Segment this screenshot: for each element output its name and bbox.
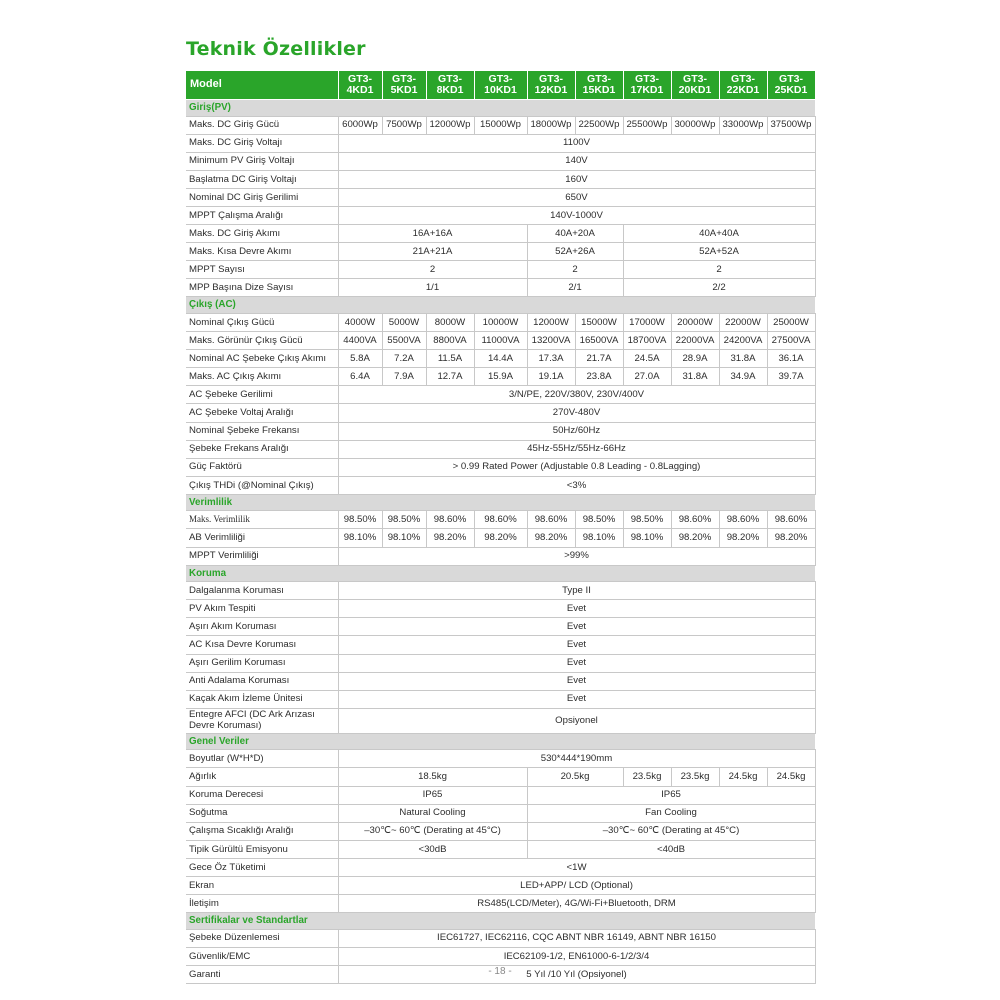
section-header-row (186, 494, 815, 511)
spec-value: <1W (338, 858, 815, 876)
spec-value: 20.5kg (527, 768, 623, 786)
spec-value: 40A+40A (623, 225, 815, 243)
spec-value: 98.20% (671, 529, 719, 547)
spec-label: Nominal AC Şebeke Çıkış Akımı (186, 350, 338, 368)
spec-value: 98.50% (575, 511, 623, 529)
spec-label: Şebeke Frekans Aralığı (186, 440, 338, 458)
spec-table (186, 70, 816, 984)
spec-value: 24.5kg (719, 768, 767, 786)
spec-value: 98.20% (426, 529, 474, 547)
spec-value: 12000W (527, 313, 575, 331)
header-row (186, 71, 815, 100)
spec-value: 13200VA (527, 332, 575, 350)
spec-label: Ağırlık (186, 768, 338, 786)
spec-row (186, 690, 815, 708)
spec-value: 98.50% (382, 511, 426, 529)
spec-label: Maks. Görünür Çıkış Gücü (186, 332, 338, 350)
spec-row (186, 876, 815, 894)
spec-table-body (186, 71, 815, 984)
spec-value: 5500VA (382, 332, 426, 350)
model-name: GT3- 20KD1 (671, 71, 719, 100)
spec-label: Maks. DC Giriş Akımı (186, 225, 338, 243)
spec-row (186, 511, 815, 529)
spec-value: 2/2 (623, 279, 815, 297)
spec-row (186, 188, 815, 206)
spec-row (186, 261, 815, 279)
spec-value: 98.60% (474, 511, 527, 529)
spec-row (186, 458, 815, 476)
spec-value: 52A+26A (527, 243, 623, 261)
spec-value: 530*444*190mm (338, 750, 815, 768)
spec-value: IEC61727, IEC62116, CQC ABNT NBR 16149, ABNT NBR 16150 (338, 929, 815, 947)
spec-value: 98.20% (527, 529, 575, 547)
spec-row (186, 600, 815, 618)
spec-value: 16A+16A (338, 225, 527, 243)
spec-label: Aşırı Gerilim Koruması (186, 654, 338, 672)
spec-value: <3% (338, 476, 815, 494)
spec-value: 34.9A (719, 368, 767, 386)
spec-value: 2 (623, 261, 815, 279)
spec-value: Evet (338, 690, 815, 708)
spec-row (186, 822, 815, 840)
section-header-row (186, 100, 815, 117)
spec-value: 12.7A (426, 368, 474, 386)
spec-value: Evet (338, 600, 815, 618)
section-title: Çıkış (AC) (186, 297, 815, 314)
spec-value: 24200VA (719, 332, 767, 350)
spec-label: Minimum PV Giriş Voltajı (186, 152, 338, 170)
spec-value: –30℃~ 60℃ (Derating at 45°C) (527, 822, 815, 840)
model-name: GT3- 5KD1 (382, 71, 426, 100)
spec-value: 98.60% (767, 511, 815, 529)
spec-row (186, 476, 815, 494)
spec-value: IP65 (527, 786, 815, 804)
spec-value: 98.20% (767, 529, 815, 547)
spec-value: 160V (338, 170, 815, 188)
spec-label: AC Kısa Devre Koruması (186, 636, 338, 654)
spec-value: 6000Wp (338, 116, 382, 134)
spec-value: Evet (338, 654, 815, 672)
spec-row (186, 654, 815, 672)
spec-label: Güç Faktörü (186, 458, 338, 476)
spec-value: 98.60% (719, 511, 767, 529)
spec-label: MPP Başına Dize Sayısı (186, 279, 338, 297)
spec-label: Soğutma (186, 804, 338, 822)
spec-row (186, 404, 815, 422)
spec-value: Evet (338, 618, 815, 636)
spec-label: Maks. Kısa Devre Akımı (186, 243, 338, 261)
spec-label: AC Şebeke Voltaj Aralığı (186, 404, 338, 422)
spec-value: 31.8A (719, 350, 767, 368)
spec-value: 4400VA (338, 332, 382, 350)
spec-row (186, 529, 815, 547)
spec-value: 7.2A (382, 350, 426, 368)
spec-row (186, 786, 815, 804)
spec-value: 5.8A (338, 350, 382, 368)
spec-value: 98.60% (671, 511, 719, 529)
spec-row (186, 768, 815, 786)
spec-value: 98.10% (623, 529, 671, 547)
spec-row (186, 116, 815, 134)
spec-label: Maks. DC Giriş Gücü (186, 116, 338, 134)
spec-value: 98.60% (426, 511, 474, 529)
spec-row (186, 332, 815, 350)
spec-label: AC Şebeke Gerilimi (186, 386, 338, 404)
spec-label: Nominal Şebeke Frekansı (186, 422, 338, 440)
spec-row (186, 152, 815, 170)
spec-label: Aşırı Akım Koruması (186, 618, 338, 636)
spec-value: 8000W (426, 313, 474, 331)
spec-label: MPPT Çalışma Aralığı (186, 206, 338, 224)
spec-value: 2 (527, 261, 623, 279)
model-name: GT3- 22KD1 (719, 71, 767, 100)
spec-value: IEC62109-1/2, EN61000-6-1/2/3/4 (338, 947, 815, 965)
spec-value: RS485(LCD/Meter), 4G/Wi-Fi+Bluetooth, DRM (338, 895, 815, 913)
page-title: Teknik Özellikler (186, 38, 366, 60)
spec-value: 16500VA (575, 332, 623, 350)
section-title: Verimlilik (186, 494, 815, 511)
spec-value: Fan Cooling (527, 804, 815, 822)
spec-value: 98.10% (338, 529, 382, 547)
section-header-row (186, 913, 815, 930)
spec-value: 6.4A (338, 368, 382, 386)
spec-row (186, 708, 815, 733)
spec-value: 1100V (338, 134, 815, 152)
spec-label: Maks. DC Giriş Voltajı (186, 134, 338, 152)
spec-value: 25000W (767, 313, 815, 331)
spec-value: 27500VA (767, 332, 815, 350)
model-name: GT3- 4KD1 (338, 71, 382, 100)
spec-label: Başlatma DC Giriş Voltajı (186, 170, 338, 188)
spec-value: > 0.99 Rated Power (Adjustable 0.8 Leading - 0.8Lagging) (338, 458, 815, 476)
spec-value: 18.5kg (338, 768, 527, 786)
spec-label: Boyutlar (W*H*D) (186, 750, 338, 768)
spec-value: 2 (338, 261, 527, 279)
spec-value: 22500Wp (575, 116, 623, 134)
spec-value: 22000W (719, 313, 767, 331)
spec-row (186, 895, 815, 913)
spec-label: Nominal DC Giriş Gerilimi (186, 188, 338, 206)
spec-value: >99% (338, 547, 815, 565)
spec-value: 140V (338, 152, 815, 170)
spec-value: 25500Wp (623, 116, 671, 134)
spec-row (186, 929, 815, 947)
spec-value: 52A+52A (623, 243, 815, 261)
spec-value: <30dB (338, 840, 527, 858)
spec-label: İletişim (186, 895, 338, 913)
spec-value: 24.5kg (767, 768, 815, 786)
spec-row (186, 243, 815, 261)
spec-value: 23.5kg (623, 768, 671, 786)
spec-value: LED+APP/ LCD (Optional) (338, 876, 815, 894)
spec-row (186, 170, 815, 188)
spec-value: 98.10% (382, 529, 426, 547)
spec-row (186, 582, 815, 600)
spec-row (186, 636, 815, 654)
spec-row (186, 386, 815, 404)
spec-value: Natural Cooling (338, 804, 527, 822)
spec-value: 30000Wp (671, 116, 719, 134)
spec-label: MPPT Verimliliği (186, 547, 338, 565)
spec-label: Garanti (186, 965, 338, 983)
spec-label: Gece Öz Tüketimi (186, 858, 338, 876)
spec-value: 14.4A (474, 350, 527, 368)
page-number: - 18 - (488, 966, 512, 977)
spec-value: 28.9A (671, 350, 719, 368)
spec-row (186, 840, 815, 858)
spec-value: <40dB (527, 840, 815, 858)
spec-value: 39.7A (767, 368, 815, 386)
spec-value: 36.1A (767, 350, 815, 368)
spec-value: 5000W (382, 313, 426, 331)
spec-value: 18700VA (623, 332, 671, 350)
spec-value: 3/N/PE, 220V/380V, 230V/400V (338, 386, 815, 404)
spec-label: Dalgalanma Koruması (186, 582, 338, 600)
spec-row (186, 947, 815, 965)
spec-label: Ekran (186, 876, 338, 894)
spec-label: Güvenlik/EMC (186, 947, 338, 965)
spec-value: –30℃~ 60℃ (Derating at 45°C) (338, 822, 527, 840)
spec-value: 22000VA (671, 332, 719, 350)
spec-row (186, 547, 815, 565)
spec-label: Entegre AFCI (DC Ark Arızası Devre Koruması) (186, 708, 338, 733)
spec-value: 10000W (474, 313, 527, 331)
spec-row (186, 672, 815, 690)
model-name: GT3- 15KD1 (575, 71, 623, 100)
spec-label: MPPT Sayısı (186, 261, 338, 279)
spec-row (186, 225, 815, 243)
spec-value: 19.1A (527, 368, 575, 386)
spec-value: 15000Wp (474, 116, 527, 134)
section-title: Genel Veriler (186, 733, 815, 750)
spec-value: Type II (338, 582, 815, 600)
model-name: GT3- 8KD1 (426, 71, 474, 100)
model-name: GT3- 10KD1 (474, 71, 527, 100)
spec-value: 270V-480V (338, 404, 815, 422)
spec-row (186, 368, 815, 386)
spec-value: 31.8A (671, 368, 719, 386)
model-name: GT3- 12KD1 (527, 71, 575, 100)
spec-row (186, 279, 815, 297)
spec-value: 45Hz-55Hz/55Hz-66Hz (338, 440, 815, 458)
spec-value: 15.9A (474, 368, 527, 386)
spec-row (186, 618, 815, 636)
spec-value: 33000Wp (719, 116, 767, 134)
header-model-label: Model (186, 71, 338, 100)
spec-value: 17000W (623, 313, 671, 331)
spec-value: Evet (338, 636, 815, 654)
spec-value: 21A+21A (338, 243, 527, 261)
spec-value: 15000W (575, 313, 623, 331)
spec-label: Koruma Derecesi (186, 786, 338, 804)
model-name: GT3- 25KD1 (767, 71, 815, 100)
spec-value: 98.20% (474, 529, 527, 547)
model-name: GT3- 17KD1 (623, 71, 671, 100)
spec-value: Opsiyonel (338, 708, 815, 733)
spec-label: Tipik Gürültü Emisyonu (186, 840, 338, 858)
spec-value: 7.9A (382, 368, 426, 386)
spec-value: 4000W (338, 313, 382, 331)
spec-label: Kaçak Akım İzleme Ünitesi (186, 690, 338, 708)
spec-label: Anti Adalama Koruması (186, 672, 338, 690)
spec-label: Maks. Verimlilik (186, 511, 338, 529)
spec-label: AB Verimliliği (186, 529, 338, 547)
spec-value: 12000Wp (426, 116, 474, 134)
spec-value: 2/1 (527, 279, 623, 297)
spec-value: 21.7A (575, 350, 623, 368)
spec-value: 20000W (671, 313, 719, 331)
spec-value: 18000Wp (527, 116, 575, 134)
spec-value: 40A+20A (527, 225, 623, 243)
spec-value: 23.8A (575, 368, 623, 386)
spec-value: 24.5A (623, 350, 671, 368)
spec-value: 98.10% (575, 529, 623, 547)
spec-label: Şebeke Düzenlemesi (186, 929, 338, 947)
spec-value: 98.50% (623, 511, 671, 529)
section-header-row (186, 733, 815, 750)
spec-value: 98.20% (719, 529, 767, 547)
spec-value: 50Hz/60Hz (338, 422, 815, 440)
spec-value: 17.3A (527, 350, 575, 368)
spec-row (186, 750, 815, 768)
spec-value: 11000VA (474, 332, 527, 350)
spec-value: 650V (338, 188, 815, 206)
spec-label: PV Akım Tespiti (186, 600, 338, 618)
spec-label: Çalışma Sıcaklığı Aralığı (186, 822, 338, 840)
spec-row (186, 350, 815, 368)
spec-value: 140V-1000V (338, 206, 815, 224)
spec-row (186, 313, 815, 331)
spec-value: 98.60% (527, 511, 575, 529)
spec-label: Çıkış THDi (@Nominal Çıkış) (186, 476, 338, 494)
spec-row (186, 440, 815, 458)
spec-value: 98.50% (338, 511, 382, 529)
spec-value: 23.5kg (671, 768, 719, 786)
spec-value: Evet (338, 672, 815, 690)
section-title: Giriş(PV) (186, 100, 815, 117)
spec-value: 11.5A (426, 350, 474, 368)
spec-value: 1/1 (338, 279, 527, 297)
spec-label: Maks. AC Çıkış Akımı (186, 368, 338, 386)
section-title: Sertifikalar ve Standartlar (186, 913, 815, 930)
spec-value: 27.0A (623, 368, 671, 386)
section-header-row (186, 565, 815, 582)
spec-row (186, 206, 815, 224)
spec-row (186, 134, 815, 152)
spec-row (186, 858, 815, 876)
spec-value: 7500Wp (382, 116, 426, 134)
spec-label: Nominal Çıkış Gücü (186, 313, 338, 331)
spec-row (186, 422, 815, 440)
spec-value: 8800VA (426, 332, 474, 350)
spec-value: 5 Yıl /10 Yıl (Opsiyonel) (338, 965, 815, 983)
section-title: Koruma (186, 565, 815, 582)
spec-value: IP65 (338, 786, 527, 804)
section-header-row (186, 297, 815, 314)
spec-value: 37500Wp (767, 116, 815, 134)
spec-row (186, 804, 815, 822)
